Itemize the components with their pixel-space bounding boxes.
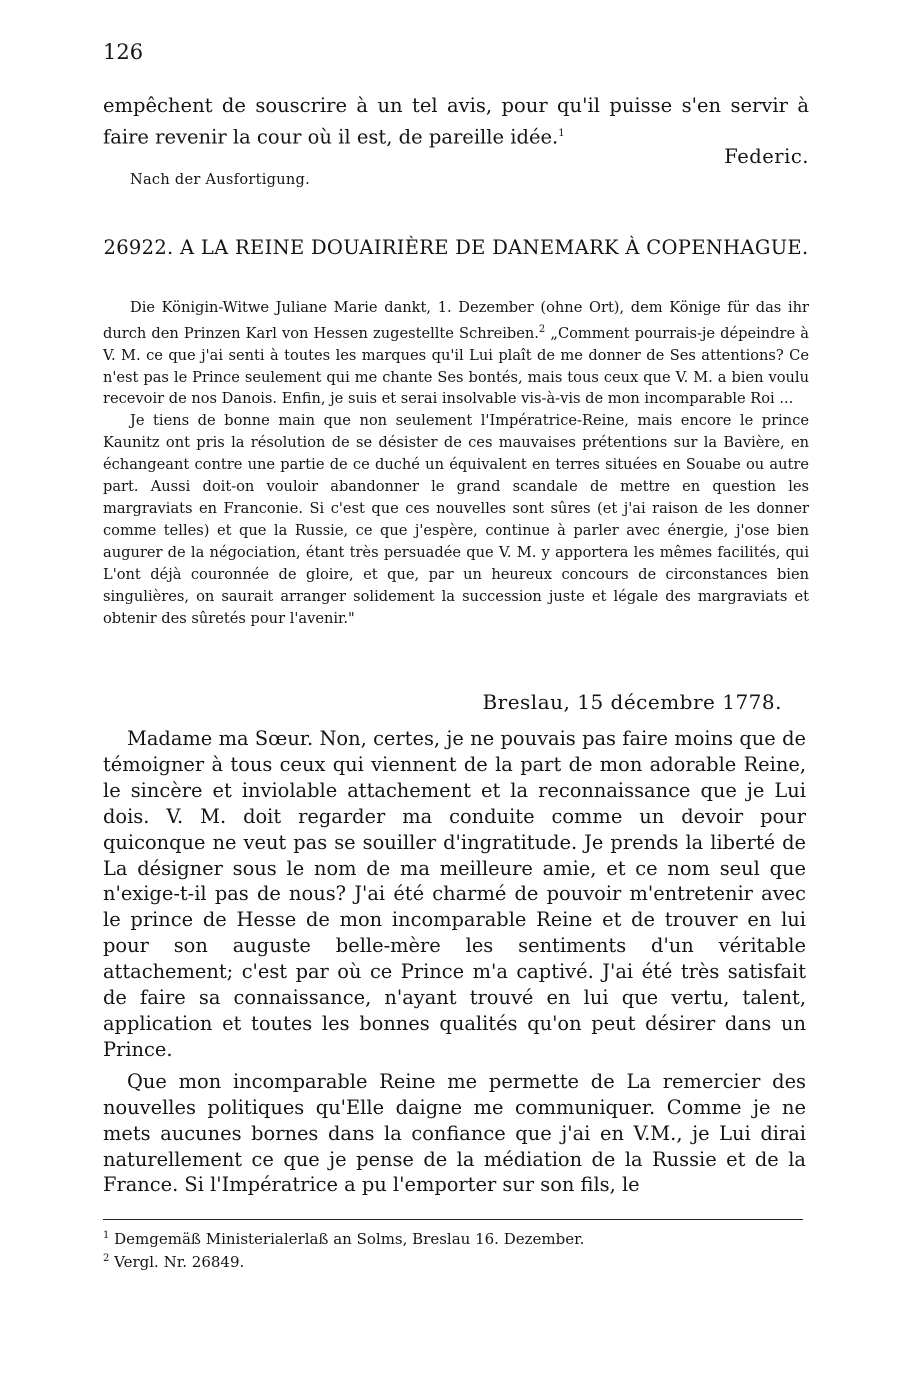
footnote-mark: 1 <box>103 1230 110 1241</box>
footnote-mark: 2 <box>103 1253 110 1264</box>
continuation-text: empêchent de souscrire à un tel avis, pour qu'il puisse s'en servir à faire revenir la cour où il est, de pareille idée. <box>103 94 809 149</box>
summary-paragraph-2: Je tiens de bonne main que non seulement l'Impératrice-Reine, mais encore le prince Kaunitz ont pris la résolution de se désister de ces mauvaises prétentions sur la Bavière, en échangeant contre une partie de ce duché un équivalent en terres situées en Souabe ou autre part. Aussi doit-on vouloir abandonner le grand scandale de mettre en question les margraviats en Franconie. Si c'est que ces nouvelles sont sûres (et j'ai raison de les donner comme telles) et que la Russie, ce que j'espère, continue à parler avec énergie, j'ose bien augurer de la négociation, étant très persuadée que V. M. y apportera les mêmes facilités, qui L'ont déjà couronnée de gloire, et que, par un heureux concours de circonstances bien singulières, on saurait arranger solidement la succession juste et légale des margraviats et obtenir des sûretés pour l'avenir." <box>103 412 809 627</box>
summary-paragraph-1 <box>103 297 809 410</box>
page-number: 126 <box>103 40 144 64</box>
letter-paragraph-1: Madame ma Sœur. Non, certes, je ne pouvais pas faire moins que de témoigner à tous ceux qui viennent de la part de mon adorable Reine, le sincère et inviolable attachement et la reconnaissance que je Lui dois. V. M. doit regarder ma conduite comme un devoir pour quiconque ne veut pas se souiller d'ingratitude. Je prends la liberté de La désigner sous le nom de ma meilleure amie, et ce nom seul que n'exige-t-il pas de nous? J'ai été charmé de pouvoir m'entretenir avec le prince de Hesse de mon incomparable Reine et de trouver en lui pour son auguste belle-mère les sentiments d'un véritable attachement; c'est par où ce Prince m'a captivé. J'ai été très satisfait de faire sa connaissance, n'ayant trouvé en lui que vertu, talent, application et toutes les bonnes qualités qu'on peut désirer dans un Prince. <box>103 727 806 1061</box>
footnote-1 <box>103 1226 803 1249</box>
source-note: Nach der Ausfortigung. <box>130 172 310 188</box>
summary-block <box>103 297 809 629</box>
footnote-ref-1: 1 <box>558 128 565 139</box>
footnote-ref-2: 2 <box>538 323 546 335</box>
dateline: Breslau, 15 décembre 1778. <box>482 690 782 714</box>
footnote-text: Vergl. Nr. 26849. <box>114 1253 245 1271</box>
letter-body <box>103 726 806 1198</box>
document-heading: 26922. A LA REINE DOUAIRIÈRE DE DANEMARK À COPENHAGUE. <box>103 236 809 259</box>
letter-paragraph-2: Que mon incomparable Reine me permette de La remercier des nouvelles politiques qu'Elle daigne me communiquer. Comme je ne mets aucunes bornes dans la confiance que j'ai en V.M., je Lui dirai naturellement ce que je pense de la médiation de la Russie et de la France. Si l'Impératrice a pu l'emporter sur son fils, le <box>103 1069 806 1197</box>
continuation-paragraph <box>103 92 809 152</box>
footnote-2 <box>103 1249 803 1272</box>
summary-text: Die Königin-Witwe Juliane Marie dankt, 1. Dezember (ohne Ort), dem Könige für das ihr durch den Prinzen Karl von Hessen zugestellte Schreiben. <box>103 299 809 342</box>
footnote-divider <box>103 1219 803 1220</box>
footnotes <box>103 1226 803 1272</box>
signature: Federic. <box>724 145 809 168</box>
summary-quote: „Comment pourrais-je dépeindre à V. M. ce que j'ai senti à toutes les marques qu'il Lui plaît de me donner de Ses attentions? Ce n'est pas le Prince seulement qui me chante Ses bontés, mais tous ceux que V. M. a bien voulu recevoir de nos Danois. Enfin, je suis et serai insolvable vis-à-vis de mon incomparable Roi ... <box>103 324 809 408</box>
footnote-text: Demgemäß Ministerialerlaß an Solms, Breslau 16. Dezember. <box>114 1230 585 1248</box>
